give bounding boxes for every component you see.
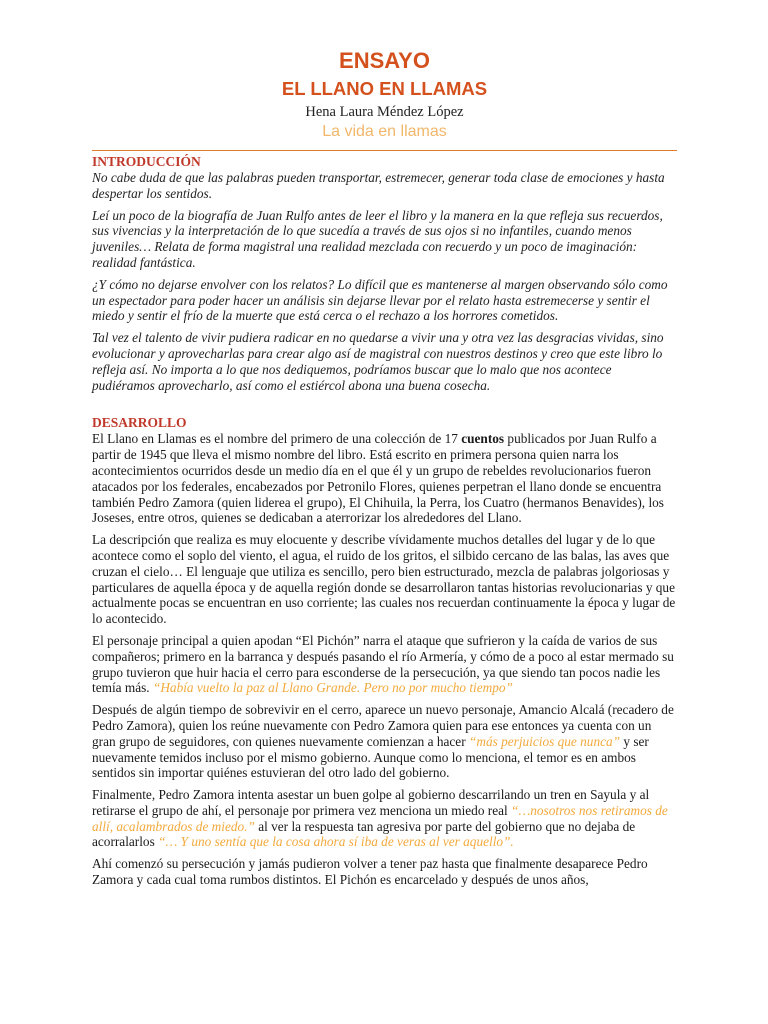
- desarrollo-p4-text-b: y ser nuevamente temidos incluso por el mismo gobierno. Aunque como lo menciona, el temor es en ambos sentidos sin importar quiénes estuvieran del otro lado del gobierno.: [92, 733, 649, 781]
- document-subtitle: EL LLANO EN LLAMAS: [281, 78, 488, 99]
- title-block: [92, 0, 677, 142]
- desarrollo-p5-quote-1: “…nosotros nos retiramos de allí, acalambrados de miedo.”: [92, 802, 668, 834]
- desarrollo-paragraph-2: La descripción que realiza es muy elocuente y describe vívidamente muchos detalles del lugar y de lo que acontece como el soplo del viento, el agua, el ruido de los gritos, el silbido cercano de las balas, las aves que cruzan el cielo… El lenguaje que utiliza es sencillo, pero bien estructurado, mezcla de palabras jolgoriosas y particulares de aquella época y de aquella región donde se desarrollaron tantas historias revolucionarias y que actualmente pocas se encuentran en uso corriente; las cuales nos recuerdan continuamente la época y lugar de lo acontecido.: [92, 532, 676, 627]
- desarrollo-paragraph-1: [92, 431, 677, 526]
- desarrollo-paragraph-6: Ahí comenzó su persecución y jamás pudieron volver a tener paz hasta que finalmente desaparece Pedro Zamora y cada cual toma rumbos distintos. El Pichón es encarcelado y después de unos años,: [92, 856, 648, 888]
- desarrollo-paragraph-3: [92, 633, 677, 696]
- document-page: [92, 0, 677, 888]
- intro-paragraph-3: ¿Y cómo no dejarse envolver con los relatos? Lo difícil que es mantenerse al margen observando sólo como un espectador para poder hacer un análisis sin dejarse llevar por el relato hasta estremecerse y sentir el miedo y sentir el frío de la muerte que está cerca o el rechazo a los horrores cometidos.: [92, 276, 668, 324]
- section-heading-introduccion: INTRODUCCIÓN: [92, 154, 201, 169]
- desarrollo-paragraph-5: [92, 787, 677, 850]
- tagline: La vida en llamas: [322, 123, 447, 140]
- intro-paragraph-1: No cabe duda de que las palabras pueden transportar, estremecer, generar toda clase de emociones y hasta despertar los sentidos.: [92, 170, 665, 201]
- document-title: ENSAYO: [339, 48, 430, 73]
- desarrollo-p5-text-a: Finalmente, Pedro Zamora intenta asestar un buen golpe al gobierno descarrilando un tren en Sayula y al retirarse el grupo de ahí, el personaje por primera vez menciona un miedo real: [92, 787, 650, 818]
- author-name: Hena Laura Méndez López: [305, 104, 464, 120]
- desarrollo-p1-text-b: publicados por Juan Rulfo a partir de 1945 que lleva el mismo nombre del libro. Está escrito en primera persona quien narra los acontecimientos ocurridos desde un medio día en el que él y un grupo de rebeldes revolucionarios fueron atacados por los federales, encabezados por Petronilo Flores, quienes perpetran el llano donde se encuentra también Pedro Zamora (quien liderea el grupo), El Chihuila, la Perra, los Cuatro (hermanos Benavides), los Joseses, entre otros, quienes se dedicaban a aterrorizar los alrededores del Llano.: [92, 431, 664, 526]
- desarrollo-p5-quote-2: “… Y uno sentía que la cosa ahora sí iba de veras al ver aquello”.: [158, 834, 514, 850]
- desarrollo-paragraph-4: [92, 702, 677, 781]
- section-heading-desarrollo: DESARROLLO: [92, 415, 187, 431]
- desarrollo-p4-text-a: Después de algún tiempo de sobrevivir en el cerro, aparece un nuevo personaje, Amancio Alcalá (recadero de Pedro Zamora), quien los reúne nuevamente con Pedro Zamora quien para ese entonces ya cuenta con un gran grupo de seguidores, con quienes nuevamente comienzan a hacer: [92, 702, 674, 749]
- intro-paragraph-4: Tal vez el talento de vivir pudiera radicar en no quedarse a vivir una y otra vez las desgracias vividas, sino evolucionar y aprovecharlas para crear algo así de magistral con nuestros destinos y creo que este libro lo refleja así. No importa a lo que nos dediquemos, podríamos buscar que lo malo que nos acontece pudiéramos aprovecharlo, así como el estiércol abona una buena cosecha.: [92, 330, 664, 393]
- desarrollo-p4-quote: “más perjuicios que nunca”: [468, 733, 621, 749]
- desarrollo-p1-bold: cuentos: [461, 431, 505, 447]
- desarrollo-p3-text: El personaje principal a quien apodan “El Pichón” narra el ataque que sufrieron y la caída de varios de sus compañeros; primero en la barranca y después pasando el río Armería, y cómo de a poco al estar mermado su grupo tuvieron que huir hacia el cerro para esconderse de la persecución, ya que siendo tan pocos nadie les temía más.: [92, 632, 674, 696]
- intro-paragraph-2: Leí un poco de la biografía de Juan Rulfo antes de leer el libro y la manera en la que refleja sus recuerdos, sus vivencias y la interpretación de lo que sucedía a través de sus ojos si no infantiles, cuando menos juveniles… Relata de forma magistral una realidad mezclada con recuerdo y un poco de imaginación: realidad fantástica.: [92, 207, 663, 270]
- desarrollo-p5-text-b: al ver la respuesta tan agresiva por parte del gobierno que no dejaba de acorralarlos: [92, 818, 636, 850]
- desarrollo-p3-quote: “Había vuelto la paz al Llano Grande. Pero no por mucho tiempo”: [152, 680, 513, 696]
- desarrollo-p1-text-a: El Llano en Llamas es el nombre del primero de una colección de 17: [92, 431, 462, 447]
